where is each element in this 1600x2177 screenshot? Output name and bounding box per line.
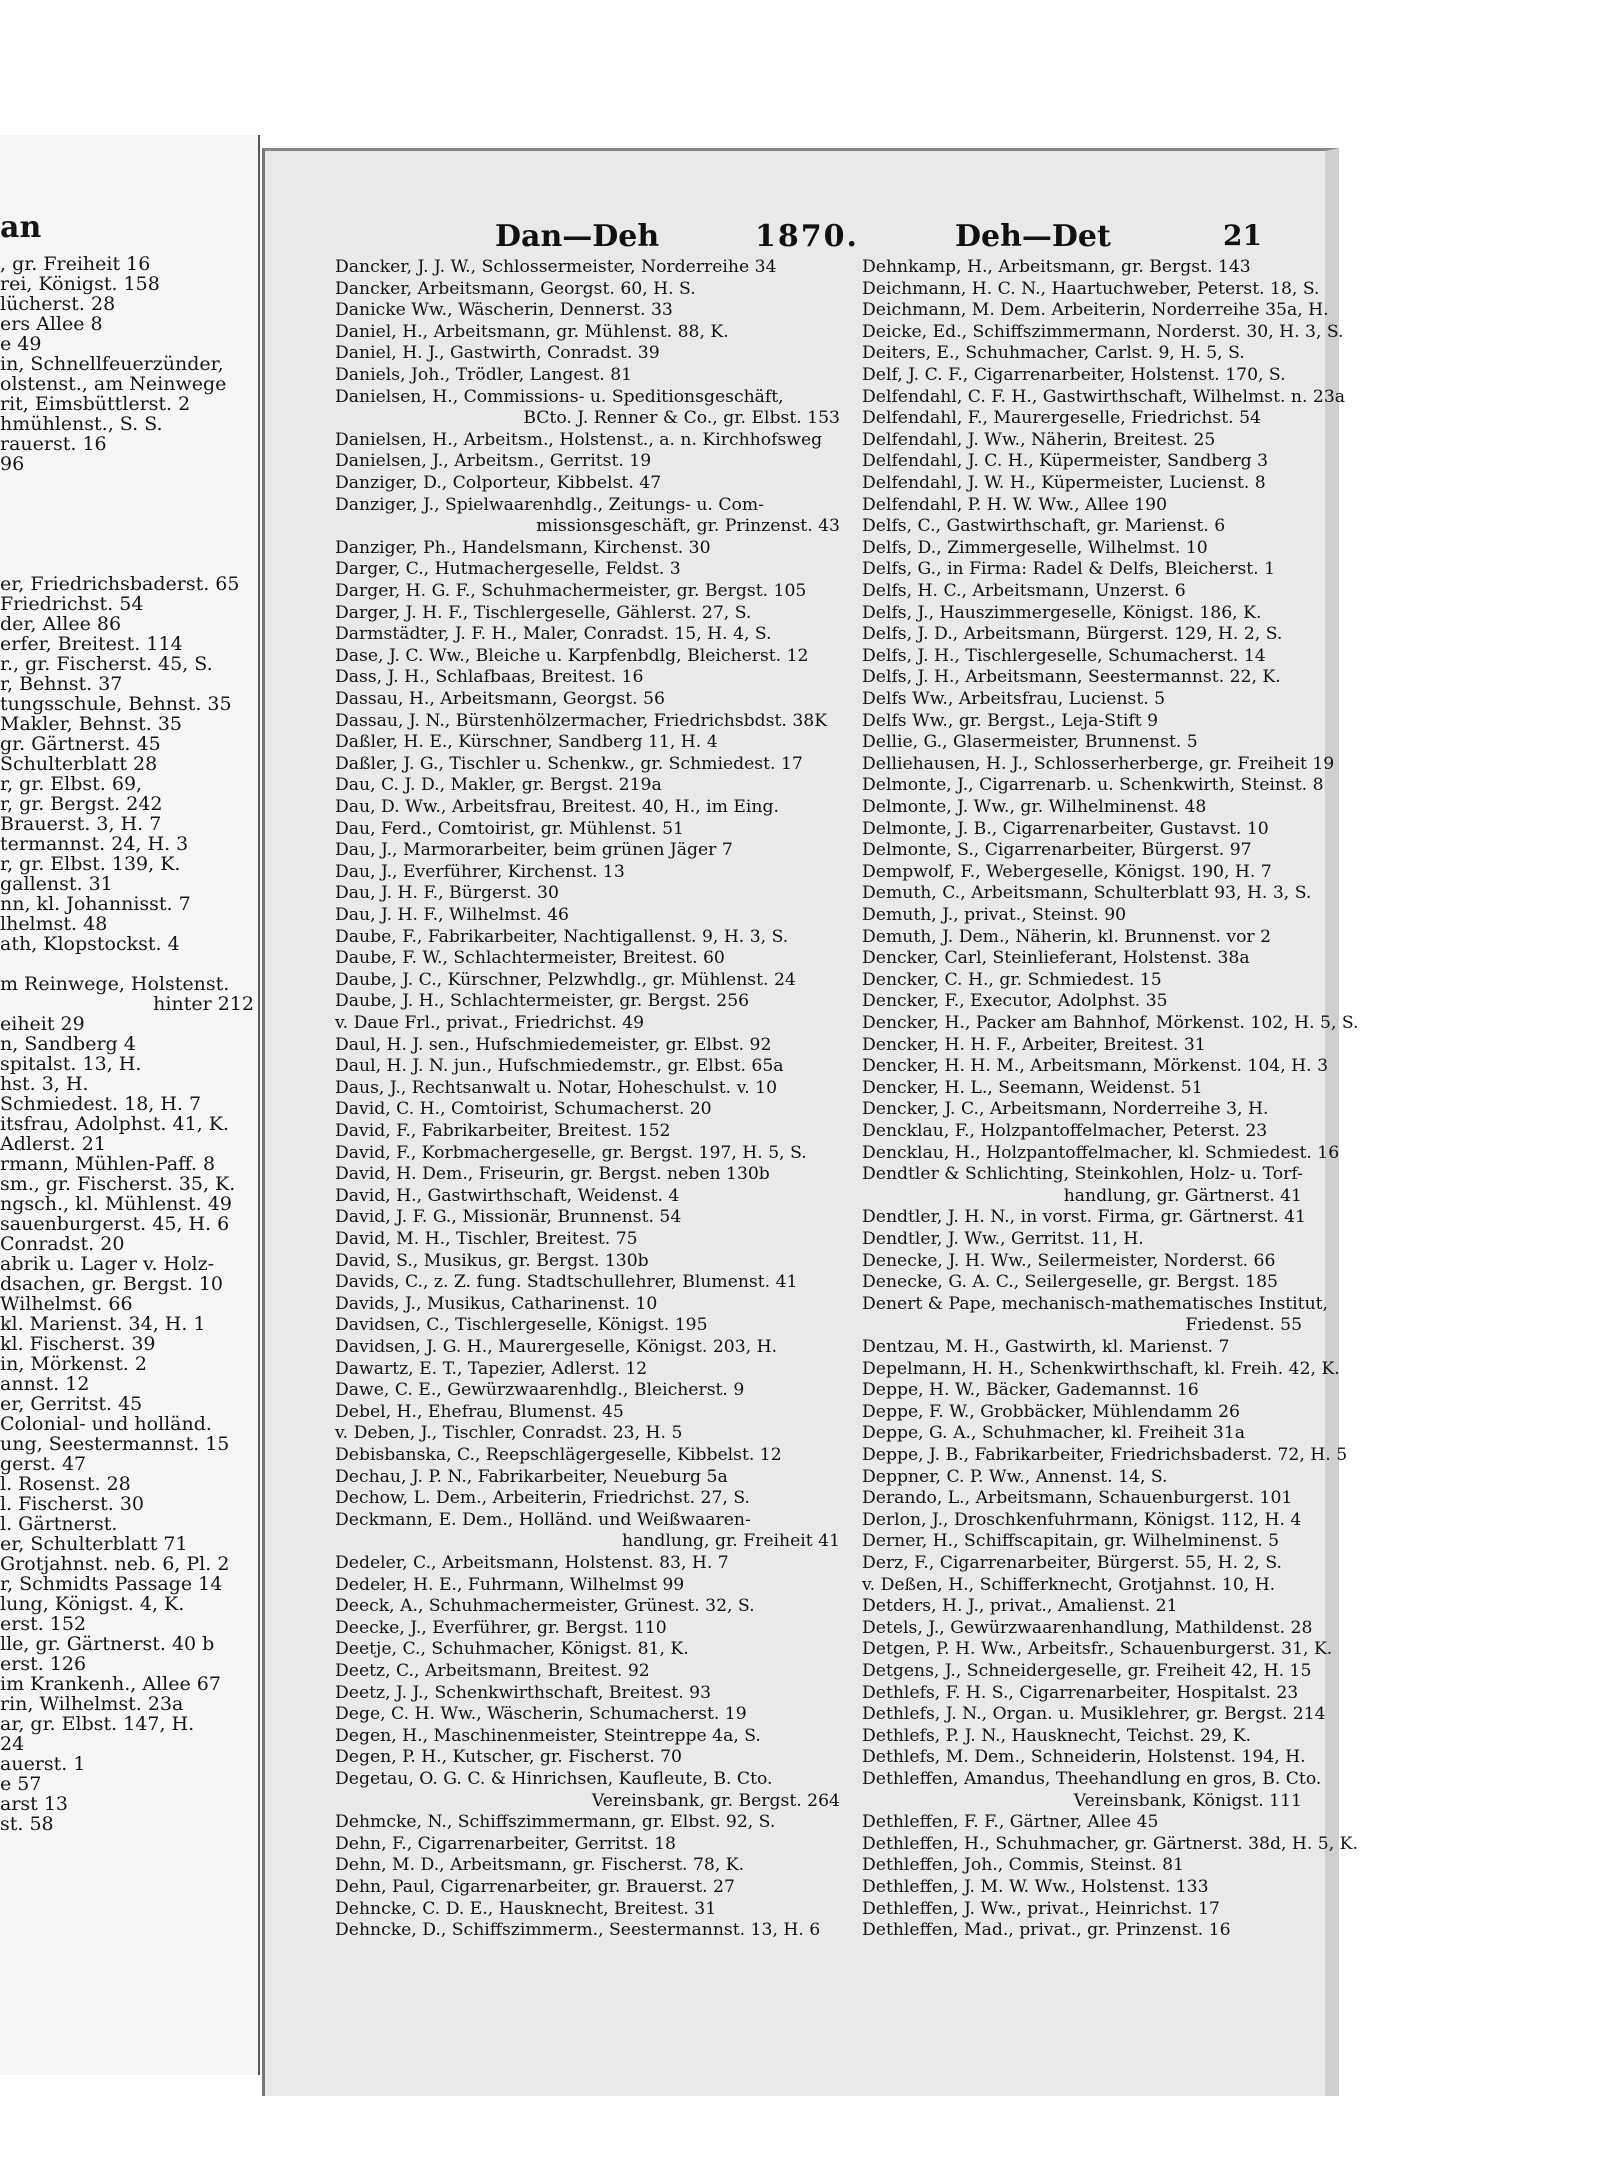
previous-page-line: lhelmst. 48 <box>0 913 108 935</box>
previous-page-line: rin, Wilhelmst. 23a <box>0 1693 184 1715</box>
directory-entry: Delfs Ww., Arbeitsfrau, Lucienst. 5 <box>862 689 1166 709</box>
previous-page-line: rauerst. 16 <box>0 433 107 455</box>
previous-page-line: Makler, Behnst. 35 <box>0 713 183 735</box>
directory-entry: Dechow, L. Dem., Arbeiterin, Friedrichst. 27, S. <box>335 1488 750 1509</box>
directory-entry: Deichmann, H. C. N., Haartuchweber, Peterst. 18, S. <box>862 278 1320 299</box>
previous-page-fragment <box>0 135 260 2075</box>
previous-page-line: l. Rosenst. 28 <box>0 1473 131 1495</box>
directory-entry: Dedeler, C., Arbeitsmann, Holstenst. 83, H. 7 <box>335 1553 729 1573</box>
directory-entry: Deichmann, M. Dem. Arbeiterin, Norderreihe 35a, H. <box>862 300 1329 321</box>
directory-entry: Davidsen, C., Tischlergeselle, Königst. 195 <box>335 1315 708 1336</box>
directory-entry: Dassau, H., Arbeitsmann, Georgst. 56 <box>335 689 665 709</box>
previous-page-line: rei, Königst. 158 <box>0 273 160 295</box>
directory-entry: Deetz, C., Arbeitsmann, Breitest. 92 <box>335 1661 650 1681</box>
directory-entry: Danicke Ww., Wäscherin, Dennerst. 33 <box>335 300 673 321</box>
directory-entry: Daniels, Joh., Trödler, Langest. 81 <box>335 365 633 385</box>
directory-entry: handlung, gr. Freiheit 41 <box>622 1531 840 1552</box>
directory-entry: Daube, J. H., Schlachtermeister, gr. Bergst. 256 <box>335 991 750 1012</box>
directory-entry: Dehncke, C. D. E., Hausknecht, Breitest. 31 <box>335 1898 717 1919</box>
previous-page-line: lle, gr. Gärtnerst. 40 b <box>0 1633 215 1655</box>
previous-page-line: erst. 126 <box>0 1653 87 1675</box>
directory-entry: Delfs, D., Zimmergeselle, Wilhelmst. 10 <box>862 537 1208 558</box>
directory-entry: Derner, H., Schiffscapitain, gr. Wilhelminenst. 5 <box>862 1531 1280 1552</box>
previous-page-line: annst. 12 <box>0 1373 90 1395</box>
directory-entry: Delliehausen, H. J., Schlosserherberge, gr. Freiheit 19 <box>862 753 1335 774</box>
directory-entry: David, J. F. G., Missionär, Brunnenst. 54 <box>335 1207 682 1228</box>
directory-entry: Dechau, J. P. N., Fabrikarbeiter, Neueburg 5a <box>335 1466 728 1487</box>
directory-entry: Daniel, H., Arbeitsmann, gr. Mühlenst. 88, K. <box>335 321 729 342</box>
directory-entry: Derlon, J., Droschkenfuhrmann, Königst. 112, H. 4 <box>862 1509 1302 1530</box>
directory-entry: Deckmann, E. Dem., Holländ. und Weißwaaren- <box>335 1509 751 1530</box>
previous-page-line: itsfrau, Adolphst. 41, K. <box>0 1113 229 1135</box>
directory-entry: Dehn, M. D., Arbeitsmann, gr. Fischerst. 78, K. <box>335 1855 745 1876</box>
previous-page-line: erst. 152 <box>0 1613 87 1635</box>
directory-entry: Delfs, H. C., Arbeitsmann, Unzerst. 6 <box>862 581 1186 601</box>
directory-entry: Dencker, H. L., Seemann, Weidenst. 51 <box>862 1077 1203 1098</box>
directory-entry: Deppe, G. A., Schuhmacher, kl. Freiheit 31a <box>862 1423 1246 1444</box>
directory-entry: Daube, J. C., Kürschner, Pelzwhdlg., gr. Mühlenst. 24 <box>335 969 796 990</box>
directory-entry: Dethleffen, Mad., privat., gr. Prinzenst. 16 <box>862 1920 1231 1941</box>
directory-entry: Dehn, Paul, Cigarrenarbeiter, gr. Brauerst. 27 <box>335 1877 735 1897</box>
directory-entry: Dassau, J. N., Bürstenhölzermacher, Friedrichsbdst. 38K <box>335 710 828 731</box>
directory-entry: Deppe, F. W., Grobbäcker, Mühlendamm 26 <box>862 1401 1240 1422</box>
previous-page-line: an <box>0 210 42 245</box>
directory-entry: Vereinsbank, Königst. 111 <box>1073 1790 1302 1811</box>
directory-entry: Danielsen, J., Arbeitsm., Gerritst. 19 <box>335 451 652 472</box>
previous-page-line: eiheit 29 <box>0 1013 85 1035</box>
previous-page-line: hst. 3, H. <box>0 1073 89 1095</box>
directory-entry: Denecke, G. A. C., Seilergeselle, gr. Bergst. 185 <box>862 1272 1278 1293</box>
directory-entry: Dass, J. H., Schlafbaas, Breitest. 16 <box>335 667 644 688</box>
directory-entry: Dencker, H., Packer am Bahnhof, Mörkenst. 102, H. 5, S. <box>862 1013 1359 1033</box>
previous-page-line: gerst. 47 <box>0 1453 87 1475</box>
previous-page-line: rit, Eimsbüttlerst. 2 <box>0 393 191 415</box>
directory-entry: v. Deben, J., Tischler, Conradst. 23, H. 5 <box>335 1423 683 1444</box>
directory-entry: Detgens, J., Schneidergeselle, gr. Freiheit 42, H. 15 <box>862 1661 1312 1681</box>
previous-page-line: r, gr. Elbst. 69, <box>0 773 143 795</box>
directory-entry: Degen, H., Maschinenmeister, Steintreppe 4a, S. <box>335 1725 761 1746</box>
previous-page-line: der, Allee 86 <box>0 613 122 635</box>
directory-entry: Denecke, J. H. Ww., Seilermeister, Norderst. 66 <box>862 1250 1276 1271</box>
directory-entry: Daube, F., Fabrikarbeiter, Nachtigallenst. 9, H. 3, S. <box>335 926 789 947</box>
directory-entry: handlung, gr. Gärtnerst. 41 <box>1063 1185 1302 1206</box>
directory-entry: Dau, Ferd., Comtoirist, gr. Mühlenst. 51 <box>335 818 684 839</box>
previous-page-line: Friedrichst. 54 <box>0 593 144 615</box>
directory-entry: Demuth, J., privat., Steinst. 90 <box>862 905 1127 925</box>
directory-entry: Danziger, D., Colporteur, Kibbelst. 47 <box>335 473 662 493</box>
previous-page-line: er, Gerritst. 45 <box>0 1393 143 1415</box>
directory-entry: Dempwolf, F., Webergeselle, Königst. 190, H. 7 <box>862 861 1272 882</box>
previous-page-line: 96 <box>0 453 25 475</box>
directory-entry: Debel, H., Ehefrau, Blumenst. 45 <box>335 1401 624 1422</box>
directory-entry: Deeck, A., Schuhmachermeister, Grünest. 32, S. <box>335 1596 755 1617</box>
directory-entry: Dase, J. C. Ww., Bleiche u. Karpfenbdlg, Bleicherst. 12 <box>335 645 809 666</box>
directory-entry: David, H. Dem., Friseurin, gr. Bergst. neben 130b <box>335 1164 770 1185</box>
directory-entry: Darger, J. H. F., Tischlergeselle, Gählerst. 27, S. <box>335 602 752 623</box>
previous-page-line: n, Sandberg 4 <box>0 1033 136 1055</box>
directory-entry: Dancker, J. J. W., Schlossermeister, Norderreihe 34 <box>335 257 777 277</box>
directory-entry: Deppe, J. B., Fabrikarbeiter, Friedrichsbaderst. 72, H. 5 <box>862 1445 1348 1465</box>
directory-entry: Dencklau, H., Holzpantoffelmacher, kl. Schmiedest. 16 <box>862 1142 1340 1163</box>
previous-page-line: m Reinwege, Holstenst. <box>0 973 230 995</box>
directory-entry: Darger, C., Hutmachergeselle, Feldst. 3 <box>335 559 681 580</box>
directory-entry: Dethleffen, F. F., Gärtner, Allee 45 <box>862 1812 1159 1833</box>
directory-entry: Daßler, J. G., Tischler u. Schenkw., gr. Schmiedest. 17 <box>335 753 803 774</box>
previous-page-line: Brauerst. 3, H. 7 <box>0 813 162 835</box>
directory-entry: Dehnkamp, H., Arbeitsmann, gr. Bergst. 143 <box>862 257 1251 277</box>
previous-page-line: im Krankenh., Allee 67 <box>0 1673 221 1695</box>
directory-entry: Daul, H. J. sen., Hufschmiedemeister, gr. Elbst. 92 <box>335 1034 772 1055</box>
directory-entry: Delfendahl, J. C. H., Küpermeister, Sandberg 3 <box>862 451 1269 472</box>
previous-page-line: ath, Klopstockst. 4 <box>0 933 180 955</box>
directory-entry: Davidsen, J. G. H., Maurergeselle, Königst. 203, H. <box>335 1337 778 1357</box>
directory-entry: David, F., Fabrikarbeiter, Breitest. 152 <box>335 1121 671 1141</box>
previous-page-line: l. Gärtnerst. <box>0 1513 118 1535</box>
header-year: 1870. <box>755 219 859 254</box>
directory-entry: Dellie, G., Glasermeister, Brunnenst. 5 <box>862 732 1198 753</box>
directory-entry: David, F., Korbmachergeselle, gr. Bergst. 197, H. 5, S. <box>335 1142 807 1163</box>
directory-entry: Delfs, G., in Firma: Radel & Delfs, Bleicherst. 1 <box>862 559 1276 580</box>
previous-page-line: hmühlenst., S. S. <box>0 413 163 435</box>
directory-entry: David, H., Gastwirthschaft, Weidenst. 4 <box>335 1185 680 1206</box>
previous-page-line: Grotjahnst. neb. 6, Pl. 2 <box>0 1553 230 1575</box>
previous-page-line: sm., gr. Fischerst. 35, K. <box>0 1173 236 1195</box>
directory-entry: Dau, J., Marmorarbeiter, beim grünen Jäger 7 <box>335 840 733 861</box>
directory-entry: Daube, F. W., Schlachtermeister, Breitest. 60 <box>335 948 725 969</box>
directory-entry: Delfendahl, C. F. H., Gastwirthschaft, Wilhelmst. n. 23a <box>862 386 1346 407</box>
directory-entry: Deppner, C. P. Ww., Annenst. 14, S. <box>862 1466 1168 1487</box>
directory-entry: missionsgeschäft, gr. Prinzenst. 43 <box>536 516 840 537</box>
directory-entry: Delmonte, J. Ww., gr. Wilhelminenst. 48 <box>862 797 1207 817</box>
previous-page-line: Schmiedest. 18, H. 7 <box>0 1093 202 1115</box>
previous-page-line: l. Fischerst. 30 <box>0 1493 145 1515</box>
previous-page-line: r., gr. Fischerst. 45, S. <box>0 653 213 675</box>
directory-entry: Dendtler, J. H. N., in vorst. Firma, gr. Gärtnerst. 41 <box>862 1207 1306 1228</box>
directory-entry: Dege, C. H. Ww., Wäscherin, Schumacherst. 19 <box>335 1704 747 1725</box>
previous-page-line: ung, Seestermannst. 15 <box>0 1433 230 1455</box>
directory-entry: Delfendahl, J. Ww., Näherin, Breitest. 25 <box>862 429 1216 450</box>
previous-page-line: 24 <box>0 1733 25 1755</box>
directory-entry: Dencker, Carl, Steinlieferant, Holstenst. 38a <box>862 948 1250 969</box>
directory-entry: Delfs Ww., gr. Bergst., Leja-Stift 9 <box>862 710 1159 731</box>
directory-entry: Dedeler, H. E., Fuhrmann, Wilhelmst 99 <box>335 1574 685 1595</box>
previous-page-line: r, gr. Bergst. 242 <box>0 793 163 815</box>
previous-page-line: lücherst. 28 <box>0 293 116 315</box>
directory-entry: Delfs, J. H., Arbeitsmann, Seestermannst. 22, K. <box>862 667 1281 688</box>
directory-entry: Delfs, J. D., Arbeitsmann, Bürgerst. 129, H. 2, S. <box>862 624 1283 645</box>
previous-page-line: dsachen, gr. Bergst. 10 <box>0 1273 224 1295</box>
directory-entry: Dethlefs, P. J. N., Hausknecht, Teichst. 29, K. <box>862 1725 1252 1746</box>
directory-entry: Dancker, Arbeitsmann, Georgst. 60, H. S. <box>335 278 696 299</box>
directory-entry: Davids, J., Musikus, Catharinenst. 10 <box>335 1293 658 1314</box>
previous-page-line: sauenburgerst. 45, H. 6 <box>0 1213 230 1235</box>
directory-entry: David, M. H., Tischler, Breitest. 75 <box>335 1229 638 1249</box>
previous-page-line: gr. Gärtnerst. 45 <box>0 733 161 755</box>
previous-page-line: er, Friedrichsbaderst. 65 <box>0 573 240 595</box>
previous-page-line: rmann, Mühlen-Paff. 8 <box>0 1153 216 1175</box>
directory-entry: Delfs, C., Gastwirthschaft, gr. Marienst. 6 <box>862 516 1226 537</box>
directory-entry: Delfendahl, F., Maurergeselle, Friedrichst. 54 <box>862 408 1261 429</box>
directory-entry: Dau, J. H. F., Wilhelmst. 46 <box>335 905 569 925</box>
directory-entry: Danielsen, H., Commissions- u. Speditionsgeschäft, <box>335 386 784 407</box>
directory-entry: Dethleffen, J. Ww., privat., Heinrichst. 17 <box>862 1898 1220 1919</box>
directory-entry: Dehncke, D., Schiffszimmerm., Seestermannst. 13, H. 6 <box>335 1920 821 1941</box>
directory-entry: Debisbanska, C., Reepschlägergeselle, Kibbelst. 12 <box>335 1445 782 1465</box>
previous-page-line: termannst. 24, H. 3 <box>0 833 189 855</box>
previous-page-line: lung, Königst. 4, K. <box>0 1593 185 1615</box>
directory-entry: Daßler, H. E., Kürschner, Sandberg 11, H. 4 <box>335 732 718 753</box>
directory-entry: Delmonte, S., Cigarrenarbeiter, Bürgerst. 97 <box>862 840 1252 861</box>
page-number: 21 <box>1223 219 1262 252</box>
directory-entry: Dentzau, M. H., Gastwirth, kl. Marienst. 7 <box>862 1337 1230 1357</box>
directory-entry: Delf, J. C. F., Cigarrenarbeiter, Holstenst. 170, S. <box>862 365 1286 385</box>
directory-entry: Darger, H. G. F., Schuhmachermeister, gr. Bergst. 105 <box>335 581 807 601</box>
directory-entry: Dehmcke, N., Schiffszimmermann, gr. Elbst. 92, S. <box>335 1812 776 1833</box>
directory-entry: Delmonte, J., Cigarrenarb. u. Schenkwirth, Steinst. 8 <box>862 775 1324 796</box>
directory-entry: Deicke, Ed., Schiffszimmermann, Norderst. 30, H. 3, S. <box>862 321 1344 342</box>
previous-page-line: abrik u. Lager v. Holz- <box>0 1253 215 1275</box>
directory-entry: Degen, P. H., Kutscher, gr. Fischerst. 70 <box>335 1747 682 1768</box>
directory-entry: Delfs, J. H., Tischlergeselle, Schumacherst. 14 <box>862 645 1266 666</box>
directory-entry: Detgen, P. H. Ww., Arbeitsfr., Schauenburgerst. 31, K. <box>862 1639 1333 1660</box>
directory-entry: Degetau, O. G. C. & Hinrichsen, Kaufleute, B. Cto. <box>335 1769 773 1789</box>
directory-entry: Dawe, C. E., Gewürzwaarenhdlg., Bleicherst. 9 <box>335 1380 745 1401</box>
previous-page-line: nn, kl. Johannisst. 7 <box>0 893 191 915</box>
directory-entry: Demuth, J. Dem., Näherin, kl. Brunnenst. vor 2 <box>862 926 1272 947</box>
previous-page-line: in, Mörkenst. 2 <box>0 1353 147 1375</box>
directory-entry: Deecke, J., Everführer, gr. Bergst. 110 <box>335 1617 667 1638</box>
directory-entry: Dau, D. Ww., Arbeitsfrau, Breitest. 40, H., im Eing. <box>335 797 779 817</box>
directory-entry: Danziger, Ph., Handelsmann, Kirchenst. 30 <box>335 537 711 558</box>
previous-page-line: arst 13 <box>0 1793 69 1815</box>
directory-entry: Dencker, H. H. F., Arbeiter, Breitest. 31 <box>862 1034 1206 1055</box>
directory-entry: David, S., Musikus, gr. Bergst. 130b <box>335 1250 649 1271</box>
previous-page-line: kl. Marienst. 34, H. 1 <box>0 1313 206 1335</box>
previous-page-line: Colonial- und holländ. <box>0 1413 212 1435</box>
page-header <box>265 219 1325 259</box>
directory-entry: Detels, J., Gewürzwaarenhandlung, Mathildenst. 28 <box>862 1617 1313 1638</box>
directory-entry: Danielsen, H., Arbeitsm., Holstenst., a. n. Kirchhofsweg <box>335 429 823 450</box>
directory-entry: Darmstädter, J. F. H., Maler, Conradst. 15, H. 4, S. <box>335 624 772 645</box>
previous-page-line: erfer, Breitest. 114 <box>0 633 183 655</box>
directory-entry: Daniel, H. J., Gastwirth, Conradst. 39 <box>335 343 660 364</box>
directory-entry: Deetje, C., Schuhmacher, Königst. 81, K. <box>335 1639 689 1660</box>
previous-page-line: spitalst. 13, H. <box>0 1053 142 1075</box>
directory-entry: Delmonte, J. B., Cigarrenarbeiter, Gustavst. 10 <box>862 818 1269 839</box>
directory-entry: Delfs, J., Hauszimmergeselle, Königst. 186, K. <box>862 602 1262 623</box>
previous-page-line: r, Schmidts Passage 14 <box>0 1573 223 1595</box>
previous-page-line: ar, gr. Elbst. 147, H. <box>0 1713 195 1735</box>
directory-entry: Dencker, H. H. M., Arbeitsmann, Mörkenst. 104, H. 3 <box>862 1056 1328 1077</box>
directory-entry: Daul, H. J. N. jun., Hufschmiedemstr., gr. Elbst. 65a <box>335 1056 784 1077</box>
header-left-range: Dan—Deh <box>495 219 660 254</box>
directory-entry: Vereinsbank, gr. Bergst. 264 <box>591 1790 840 1811</box>
previous-page-line: gallenst. 31 <box>0 873 113 895</box>
previous-page-line: auerst. 1 <box>0 1753 86 1775</box>
previous-page-line: ngsch., kl. Mühlenst. 49 <box>0 1193 232 1215</box>
previous-page-line: tungsschule, Behnst. 35 <box>0 693 232 715</box>
directory-page <box>262 148 1359 2096</box>
previous-page-line: r, Behnst. 37 <box>0 673 123 695</box>
directory-entry: Dencklau, F., Holzpantoffelmacher, Peterst. 23 <box>862 1121 1268 1141</box>
directory-entry: Dethleffen, Amandus, Theehandlung en gros, B. Cto. <box>862 1769 1322 1789</box>
directory-entry: Detders, H. J., privat., Amalienst. 21 <box>862 1596 1178 1617</box>
directory-entry: Delfendahl, P. H. W. Ww., Allee 190 <box>862 494 1168 515</box>
directory-entry: Depelmann, H. H., Schenkwirthschaft, kl. Freih. 42, K. <box>862 1358 1340 1379</box>
directory-entry: Delfendahl, J. W. H., Küpermeister, Lucienst. 8 <box>862 473 1266 493</box>
directory-entry: David, C. H., Comtoirist, Schumacherst. 20 <box>335 1099 712 1120</box>
previous-page-line: r, gr. Elbst. 139, K. <box>0 853 181 875</box>
directory-entry: Dencker, F., Executor, Adolphst. 35 <box>862 991 1168 1012</box>
directory-entry: Dethleffen, Joh., Commis, Steinst. 81 <box>862 1855 1184 1876</box>
previous-page-line: ers Allee 8 <box>0 313 103 335</box>
previous-page-line: Schulterblatt 28 <box>0 753 158 775</box>
directory-entry: Dethleffen, H., Schuhmacher, gr. Gärtnerst. 38d, H. 5, K. <box>862 1833 1358 1854</box>
directory-entry: Denert & Pape, mechanisch-mathematisches Institut, <box>862 1293 1329 1314</box>
directory-entry: BCto. J. Renner & Co., gr. Elbst. 153 <box>523 408 840 429</box>
previous-page-line: er, Schulterblatt 71 <box>0 1533 188 1555</box>
directory-entry: Demuth, C., Arbeitsmann, Schulterblatt 93, H. 3, S. <box>862 883 1312 904</box>
directory-entry: Dawartz, E. T., Tapezier, Adlerst. 12 <box>335 1358 648 1379</box>
directory-entry: v. Daue Frl., privat., Friedrichst. 49 <box>335 1013 645 1033</box>
directory-entry: Dendtler & Schlichting, Steinkohlen, Holz- u. Torf- <box>862 1164 1303 1185</box>
directory-entry: Dau, C. J. D., Makler, gr. Bergst. 219a <box>335 775 662 796</box>
directory-entry: Dendtler, J. Ww., Gerritst. 11, H. <box>862 1229 1144 1249</box>
header-right-range: Deh—Det <box>955 219 1111 254</box>
previous-page-line: Wilhelmst. 66 <box>0 1293 133 1315</box>
directory-entry: Dencker, C. H., gr. Schmiedest. 15 <box>862 969 1162 990</box>
previous-page-line: hinter 212 <box>153 993 254 1015</box>
previous-page-line: olstenst., am Neinwege <box>0 373 227 395</box>
directory-entry: Deiters, E., Schuhmacher, Carlst. 9, H. 5, S. <box>862 343 1245 364</box>
directory-entry: Dethleffen, J. M. W. Ww., Holstenst. 133 <box>862 1877 1209 1897</box>
directory-entry: Dau, J. H. F., Bürgerst. 30 <box>335 883 559 904</box>
previous-page-line: e 49 <box>0 333 42 355</box>
directory-entry: Danziger, J., Spielwaarenhdlg., Zeitungs- u. Com- <box>335 494 764 515</box>
directory-entry: Derz, F., Cigarrenarbeiter, Bürgerst. 55, H. 2, S. <box>862 1553 1282 1573</box>
previous-page-line: Conradst. 20 <box>0 1233 125 1255</box>
directory-entry: Dehn, F., Cigarrenarbeiter, Gerritst. 18 <box>335 1833 676 1854</box>
directory-entry: Daus, J., Rechtsanwalt u. Notar, Hoheschulst. v. 10 <box>335 1077 778 1098</box>
previous-page-line: st. 58 <box>0 1813 54 1835</box>
directory-entry: Derando, L., Arbeitsmann, Schauenburgerst. 101 <box>862 1488 1293 1509</box>
directory-entry: Deppe, H. W., Bäcker, Gademannst. 16 <box>862 1380 1199 1401</box>
directory-entry: Dethlefs, M. Dem., Schneiderin, Holstenst. 194, H. <box>862 1747 1306 1768</box>
previous-page-line: Adlerst. 21 <box>0 1133 106 1155</box>
directory-entry: Davids, C., z. Z. fung. Stadtschullehrer, Blumenst. 41 <box>335 1272 798 1293</box>
previous-page-line: kl. Fischerst. 39 <box>0 1333 156 1355</box>
directory-entry: Dethlefs, F. H. S., Cigarrenarbeiter, Hospitalst. 23 <box>862 1682 1299 1703</box>
previous-page-line: in, Schnellfeuerzünder, <box>0 353 224 375</box>
previous-page-line: e 57 <box>0 1773 42 1795</box>
directory-entry: Deetz, J. J., Schenkwirthschaft, Breitest. 93 <box>335 1682 712 1703</box>
previous-page-line: , gr. Freiheit 16 <box>0 253 151 275</box>
directory-entry: v. Deßen, H., Schifferknecht, Grotjahnst. 10, H. <box>862 1574 1276 1595</box>
directory-entry: Dencker, J. C., Arbeitsmann, Norderreihe 3, H. <box>862 1099 1269 1120</box>
directory-entry: Friedenst. 55 <box>1185 1315 1302 1336</box>
directory-entry: Dethlefs, J. N., Organ. u. Musiklehrer, gr. Bergst. 214 <box>862 1704 1326 1725</box>
directory-entry: Dau, J., Everführer, Kirchenst. 13 <box>335 861 625 882</box>
